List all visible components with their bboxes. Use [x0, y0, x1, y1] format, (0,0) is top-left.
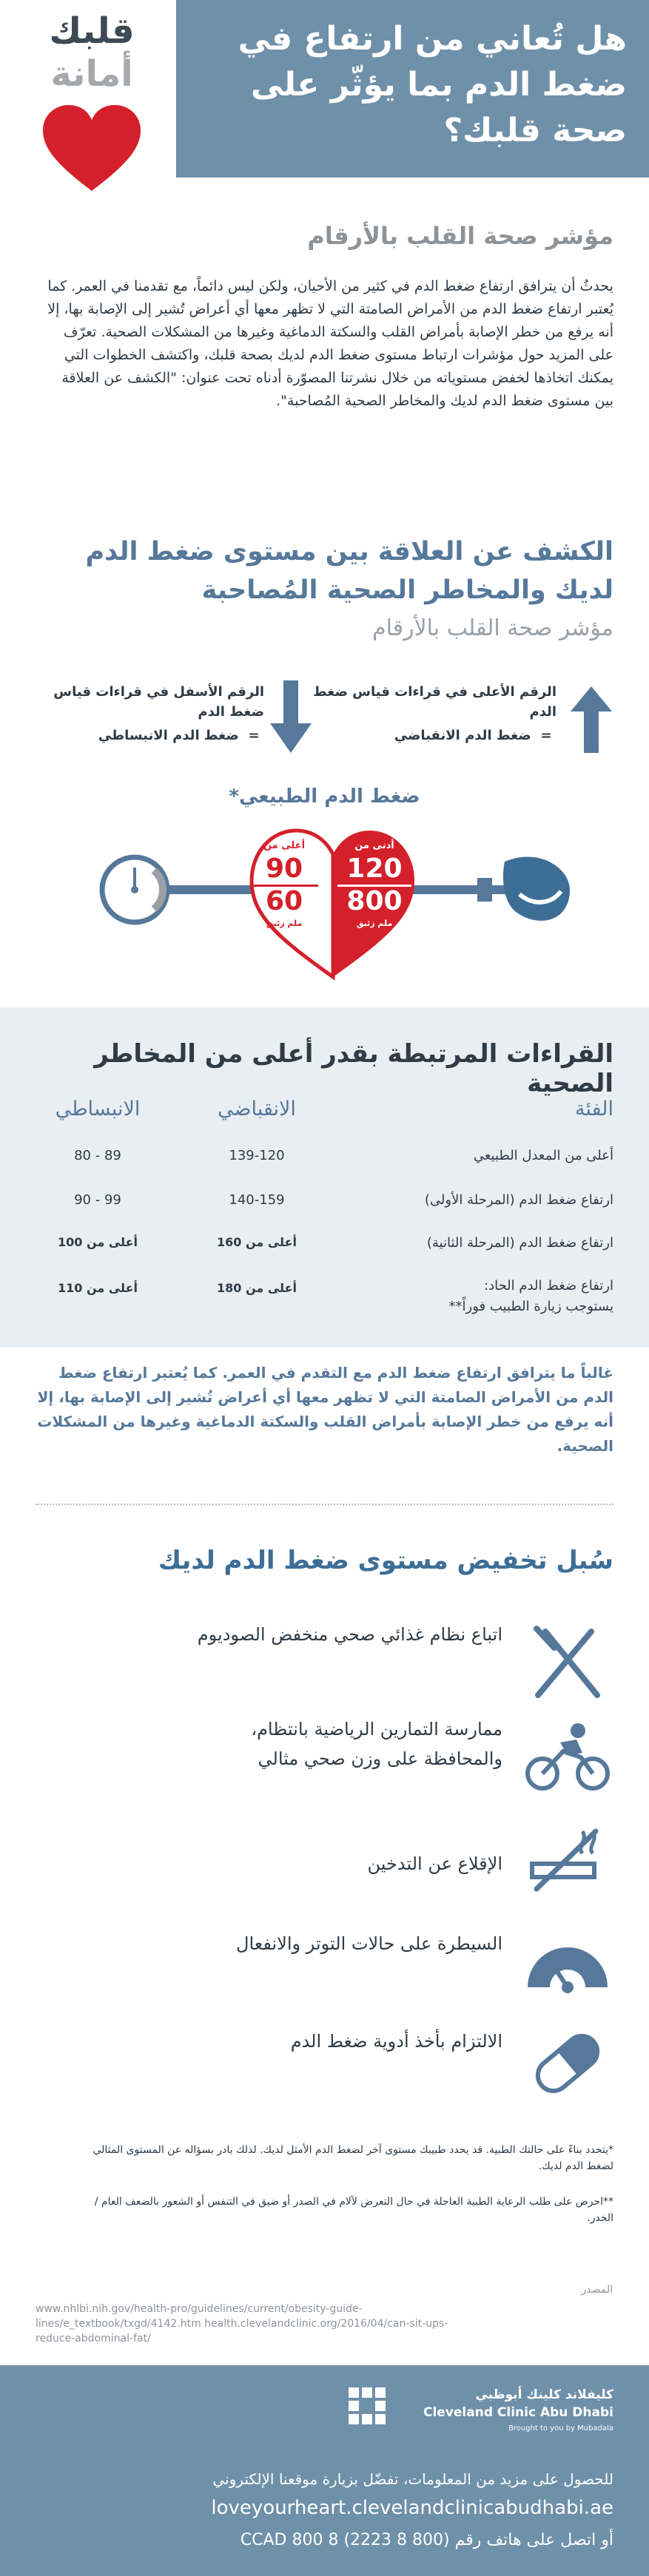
table-row-systolic: 140-159 [229, 1192, 285, 1208]
no-smoking-icon [523, 1821, 612, 1902]
table-row-category: أعلى من المعدل الطبيعي [473, 1148, 613, 1163]
column-header-category: الفئة [574, 1098, 613, 1120]
systolic-title: الرقم الأعلى في قراءات قياس ضغط الدم [313, 684, 556, 720]
pill-icon [523, 2023, 612, 2104]
diastolic-explainer [20, 682, 264, 743]
divider [36, 1504, 613, 1505]
equals-sign: = [540, 728, 552, 743]
way-item-stress: السيطرة على حالات التوتر والانفعال [236, 1933, 502, 1954]
column-header-diastolic: الانبساطي [55, 1098, 141, 1120]
table-row-systolic: أعلى من 160 [217, 1235, 297, 1249]
way-item-exercise: ممارسة التمارين الرياضية بانتظام، والمحافظة على وزن صحي مثالي [251, 1719, 502, 1769]
diastolic-title: الرقم الأسفل في قراءات قياس ضغط الدم [53, 684, 264, 720]
arrow-down-icon [270, 680, 312, 753]
way-item-diet: اتباع نظام غذائي صحي منخفض الصوديوم [197, 1624, 502, 1645]
readings-heading: القراءات المرتبطة بقدر أعلى من المخاطر الصحية [94, 1039, 613, 1098]
ways-heading: سُبل تخفيض مستوى ضغط الدم لديك [158, 1546, 613, 1575]
footer-phone: أو اتصل على هاتف رقم CCAD 800 8 (2223 8 800) [240, 2531, 613, 2549]
way-item-smoking: الإقلاع عن التدخين [367, 1853, 502, 1874]
heart-left-label: أعلى من [263, 840, 306, 851]
cuff-icon [503, 857, 570, 921]
heart-left-bottom: 60 [265, 886, 303, 916]
diastolic-term: ضغط الدم الانبساطي [98, 728, 239, 743]
sources-list: www.nhlbi.nih.gov/health-pro/guidelines/current/obesity-guide-lines/e_textbook/txgd/4142.htm health.clevelandclinic.org/2016/04/can-sit-ups-reduce-abdominal-fat/ [36, 2303, 448, 2345]
brand-name-english: Cleveland Clinic Abu Dhabi [423, 2405, 613, 2420]
logo-text-line1: قلبك [49, 10, 135, 52]
normal-bp-title: ضغط الدم الطبيعي* [229, 785, 420, 808]
blood-pressure-gauge-illustration [96, 817, 570, 980]
fork-knife-icon [523, 1621, 612, 1703]
intro-body: يحدثُ أن يترافق ارتفاع ضغط الدم في كثير من الأحيان، ولكن ليس دائماً، مع تقدمنا في العمر. كما يُعتبر ارتفاع ضغط الدم من الأمراض الصامتة التي لا تظهر معها أي أعراض تُشير إلى الإصابة بها، إلا أنه يرفع من خطر الإصابة بأمراض القلب والسكتة الدماغية وغيرها من المشكلات الصحية. تعرّف على المزيد حول مؤشرات ارتباط مستوى ضغط الدم لديك بصحة قلبك، واكتشف الخطوات التي يمكنك اتخاذها لخفض مستوياته من خلال نشرتنا المصوّرة أدناه تحت عنوان: "الكشف عن العلاقة بين مستوى ضغط الدم لديك والمخاطر الصحية المُصاحبة". [47, 278, 613, 409]
intro-heading: مؤشر صحة القلب بالأرقام [307, 222, 613, 250]
logo-heart-icon [41, 104, 142, 192]
diastolic-equation [20, 728, 264, 743]
heart-right-top: 120 [337, 853, 411, 887]
column-header-systolic: الانقباضي [218, 1098, 296, 1120]
heart-right-label: أدنى من [354, 840, 394, 851]
systolic-term: ضغط الدم الانقباضي [394, 728, 531, 743]
age-note: غالباً ما يترافق ارتفاع ضغط الدم مع التقدم في العمر. كما يُعتبر ارتفاع ضغط الدم من الأمراض الصامتة التي لا تظهر معها أي أعراض تُشير إلى الإصابة بها، إلا أنه يرفع من خطر الإصابة بأمراض القلب والسكتة الدماغية وغيرها من المشكلات الصحية. [37, 1364, 613, 1455]
footer-info: للحصول على مزيد من المعلومات، تفضّل بزيارة موقعنا الإلكتروني [212, 2470, 613, 2488]
stress-gauge-icon [523, 1927, 612, 2008]
brand-tagline: Brought to you by Mubadala [508, 2424, 613, 2433]
cleveland-clinic-logo-icon [349, 2387, 386, 2424]
systolic-explainer [312, 682, 556, 743]
heart-left-unit: ملم زئبق [266, 919, 303, 928]
table-row-category: ارتفاع ضغط الدم (المرحلة الأولى) [424, 1192, 613, 1208]
way-item-medication: الالتزام بأخذ أدوية ضغط الدم [290, 2031, 502, 2052]
connection-heading: الكشف عن العلاقة بين مستوى ضغط الدم لديك والمخاطر الصحية المُصاحبة [85, 537, 613, 605]
heart-right-unit: ملم زئبق [356, 919, 393, 928]
table-row-systolic: أعلى من 180 [217, 1281, 297, 1295]
table-row-category: ارتفاع ضغط الدم (المرحلة الثانية) [426, 1235, 613, 1251]
table-row-diastolic: 89 - 80 [74, 1148, 121, 1163]
sources-title: المصدر [581, 2284, 613, 2296]
table-row-diastolic: أعلى من 100 [58, 1235, 138, 1249]
arrow-up-icon [571, 686, 612, 753]
table-row-diastolic: 99 - 90 [74, 1192, 121, 1208]
heart-left-top: 90 [250, 853, 318, 887]
table-row-category-note: يستوجب زيارة الطبيب فوراً** [448, 1299, 613, 1314]
equals-sign: = [248, 728, 260, 743]
brand-name-arabic: كليفلاند كلينك أبوظبي [475, 2387, 613, 2402]
connection-subheading: مؤشر صحة القلب بالأرقام [372, 615, 613, 641]
footnote-2: **احرص على طلب الرعاية الطبية العاجلة في حال التعرض لآلام في الصدر أو ضيق في التنفس أو الشعور بالضعف العام / الخدر. [94, 2196, 613, 2224]
cyclist-icon [523, 1714, 612, 1796]
logo-text-line2: أمانة [50, 53, 133, 95]
table-row-diastolic: أعلى من 110 [58, 1281, 138, 1295]
page-title: هل تُعاني من ارتفاع في ضغط الدم بما يؤثّر على صحة قلبك؟ [238, 20, 627, 149]
footnote-1: *يتحدد بناءً على حالتك الطبية. قد يحدد طبيبك مستوى آخر لضغط الدم الأمثل لديك. لذلك بادر بسؤاله عن المستوى المثالي لضغط الدم لديك. [93, 2144, 613, 2172]
connector [477, 878, 492, 902]
heart-right-bottom: 800 [346, 886, 403, 916]
systolic-equation [312, 728, 556, 743]
table-row-systolic: 139-120 [229, 1148, 285, 1163]
table-row-category: ارتفاع ضغط الدم الحاد: [484, 1278, 613, 1294]
footer-website-link[interactable]: loveyourheart.clevelandclinicabudhabi.ae [211, 2497, 613, 2519]
